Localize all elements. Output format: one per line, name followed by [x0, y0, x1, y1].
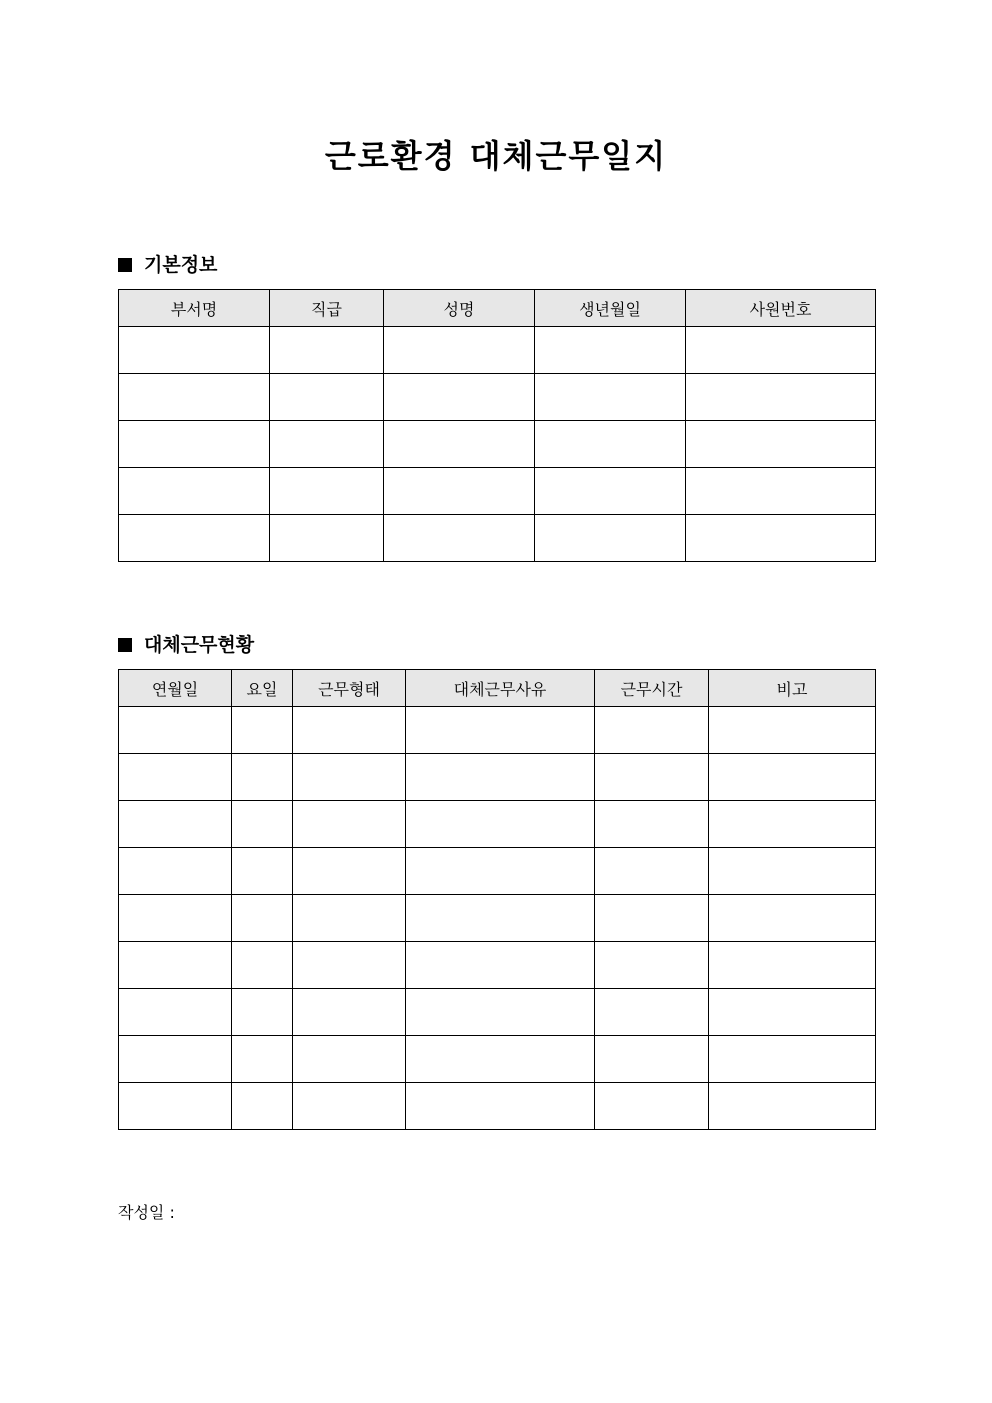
- table-cell[interactable]: [709, 1083, 876, 1130]
- table-row: [119, 374, 876, 421]
- column-header: 직급: [270, 290, 384, 327]
- table-row: [119, 327, 876, 374]
- table-header-row: [119, 670, 876, 707]
- table-row: [119, 754, 876, 801]
- table-cell[interactable]: [119, 848, 232, 895]
- table-cell[interactable]: [270, 468, 384, 515]
- table-cell[interactable]: [119, 801, 232, 848]
- table-cell[interactable]: [293, 801, 406, 848]
- section-heading-label: 기본정보: [144, 254, 218, 276]
- basic-info-table: [118, 289, 876, 562]
- table-cell[interactable]: [406, 754, 595, 801]
- table-cell[interactable]: [709, 848, 876, 895]
- table-cell[interactable]: [406, 848, 595, 895]
- table-header-row: [119, 290, 876, 327]
- table-cell[interactable]: [270, 515, 384, 562]
- column-header: 근무형태: [293, 670, 406, 707]
- column-header: 사원번호: [686, 290, 876, 327]
- table-cell[interactable]: [709, 754, 876, 801]
- table-cell[interactable]: [119, 1036, 232, 1083]
- table-row: [119, 468, 876, 515]
- table-row: [119, 707, 876, 754]
- section-heading-basic-info: [118, 252, 217, 278]
- table-cell[interactable]: [595, 895, 709, 942]
- table-cell[interactable]: [384, 374, 535, 421]
- table-cell[interactable]: [232, 848, 293, 895]
- column-header: 성명: [384, 290, 535, 327]
- table-cell[interactable]: [406, 707, 595, 754]
- table-cell[interactable]: [384, 468, 535, 515]
- table-cell[interactable]: [293, 848, 406, 895]
- table-cell[interactable]: [119, 468, 270, 515]
- table-cell[interactable]: [232, 1036, 293, 1083]
- table-cell[interactable]: [232, 754, 293, 801]
- square-bullet-icon: [118, 638, 132, 652]
- table-cell[interactable]: [686, 515, 876, 562]
- column-header: 부서명: [119, 290, 270, 327]
- table-cell[interactable]: [406, 1036, 595, 1083]
- table-cell[interactable]: [406, 801, 595, 848]
- column-header: 요일: [232, 670, 293, 707]
- table-cell[interactable]: [535, 327, 686, 374]
- table-row: [119, 515, 876, 562]
- table-cell[interactable]: [595, 754, 709, 801]
- table-cell[interactable]: [232, 989, 293, 1036]
- table-cell[interactable]: [119, 374, 270, 421]
- table-row: [119, 848, 876, 895]
- table-cell[interactable]: [686, 327, 876, 374]
- table-cell[interactable]: [119, 895, 232, 942]
- table-cell[interactable]: [535, 421, 686, 468]
- table-cell[interactable]: [595, 707, 709, 754]
- column-header: 비고: [709, 670, 876, 707]
- table-cell[interactable]: [293, 989, 406, 1036]
- table-cell[interactable]: [232, 942, 293, 989]
- table-cell[interactable]: [709, 1036, 876, 1083]
- table-row: [119, 1083, 876, 1130]
- table-cell[interactable]: [293, 942, 406, 989]
- table-cell[interactable]: [535, 515, 686, 562]
- table-cell[interactable]: [270, 374, 384, 421]
- table-cell[interactable]: [270, 421, 384, 468]
- table-cell[interactable]: [119, 754, 232, 801]
- table-cell[interactable]: [293, 707, 406, 754]
- table-row: [119, 1036, 876, 1083]
- table-cell[interactable]: [709, 942, 876, 989]
- table-cell[interactable]: [293, 895, 406, 942]
- table-cell[interactable]: [119, 327, 270, 374]
- table-row: [119, 989, 876, 1036]
- table-cell[interactable]: [270, 327, 384, 374]
- table-cell[interactable]: [119, 707, 232, 754]
- table-cell[interactable]: [406, 1083, 595, 1130]
- table-cell[interactable]: [119, 989, 232, 1036]
- table-row: [119, 895, 876, 942]
- table-cell[interactable]: [232, 1083, 293, 1130]
- table-cell[interactable]: [595, 1036, 709, 1083]
- table-cell[interactable]: [535, 374, 686, 421]
- table-cell[interactable]: [384, 327, 535, 374]
- substitute-work-table: [118, 669, 876, 1130]
- table-cell[interactable]: [293, 1083, 406, 1130]
- table-cell[interactable]: [595, 942, 709, 989]
- table-cell[interactable]: [232, 707, 293, 754]
- table-cell[interactable]: [406, 895, 595, 942]
- table-cell[interactable]: [686, 468, 876, 515]
- table-cell[interactable]: [232, 895, 293, 942]
- table-cell[interactable]: [384, 515, 535, 562]
- table-cell[interactable]: [535, 468, 686, 515]
- table-row: [119, 942, 876, 989]
- table-cell[interactable]: [686, 374, 876, 421]
- table-cell[interactable]: [119, 1083, 232, 1130]
- table-cell[interactable]: [595, 1083, 709, 1130]
- table-cell[interactable]: [406, 989, 595, 1036]
- page-title: 근로환경 대체근무일지: [324, 137, 668, 175]
- table-cell[interactable]: [293, 754, 406, 801]
- column-header: 대체근무사유: [406, 670, 595, 707]
- table-cell[interactable]: [595, 801, 709, 848]
- table-row: [119, 421, 876, 468]
- table-cell[interactable]: [384, 421, 535, 468]
- table-cell[interactable]: [595, 848, 709, 895]
- square-bullet-icon: [118, 258, 132, 272]
- section-heading-label: 대체근무현황: [144, 634, 255, 656]
- table-cell[interactable]: [709, 707, 876, 754]
- table-cell[interactable]: [709, 801, 876, 848]
- table-cell[interactable]: [595, 989, 709, 1036]
- date-written-label: 작성일 :: [118, 1203, 175, 1222]
- table-row: [119, 801, 876, 848]
- table-cell[interactable]: [119, 942, 232, 989]
- column-header: 근무시간: [595, 670, 709, 707]
- table-cell[interactable]: [709, 895, 876, 942]
- section-heading-substitute-work: [118, 632, 254, 658]
- column-header: 연월일: [119, 670, 232, 707]
- column-header: 생년월일: [535, 290, 686, 327]
- table-cell[interactable]: [686, 421, 876, 468]
- table-cell[interactable]: [232, 801, 293, 848]
- table-cell[interactable]: [709, 989, 876, 1036]
- table-cell[interactable]: [119, 515, 270, 562]
- table-cell[interactable]: [406, 942, 595, 989]
- table-cell[interactable]: [119, 421, 270, 468]
- table-cell[interactable]: [293, 1036, 406, 1083]
